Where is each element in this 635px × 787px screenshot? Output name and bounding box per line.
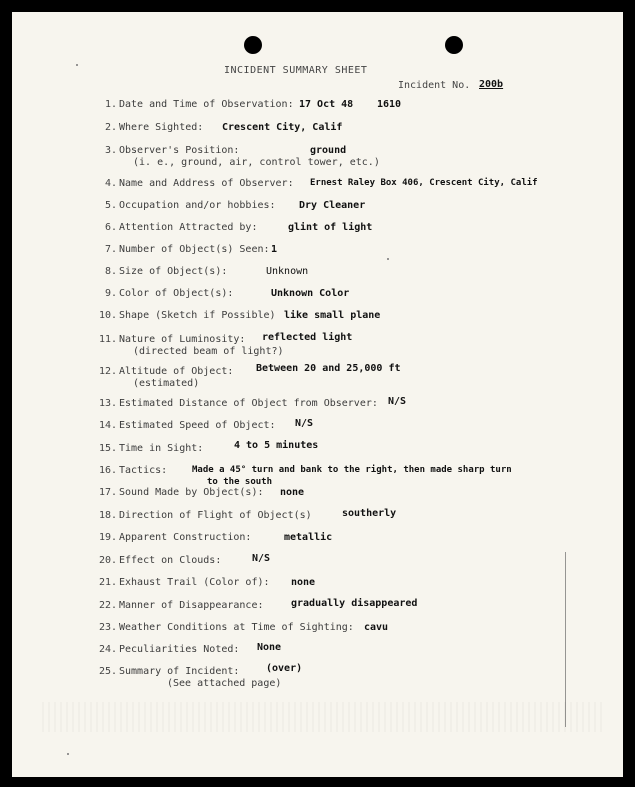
item-number: 18. (98, 510, 117, 521)
item-label: Sound Made by Object(s): (119, 487, 264, 498)
item-answer: gradually disappeared (291, 598, 418, 609)
item-number: 11. (98, 334, 117, 345)
document-page (12, 12, 623, 777)
incident-number-label: Incident No. (398, 80, 471, 91)
item-answer: reflected light (262, 332, 353, 343)
item-number: 6. (104, 222, 117, 233)
item-answer: N/S (388, 396, 407, 407)
item-number: 14. (98, 420, 117, 431)
punch-hole (244, 36, 262, 54)
item-label: Observer's Position: (119, 145, 240, 156)
item-label: Estimated Speed of Object: (119, 420, 276, 431)
item-label: Date and Time of Observation: (119, 99, 294, 110)
item-answer-line2: to the south (207, 477, 273, 487)
item-answer: metallic (284, 532, 333, 543)
item-answer: 4 to 5 minutes (234, 440, 319, 451)
item-answer: Unknown Color (271, 288, 350, 299)
item-number: 13. (98, 398, 117, 409)
item-number: 9. (104, 288, 117, 299)
item-answer: N/S (252, 553, 271, 564)
item-number: 12. (98, 366, 117, 377)
item-answer: Crescent City, Calif (222, 122, 343, 133)
item-label: Estimated Distance of Object from Observer: (119, 398, 378, 409)
item-number: 4. (104, 178, 117, 189)
item-answer: southerly (342, 508, 397, 519)
document-title: INCIDENT SUMMARY SHEET (224, 65, 368, 76)
item-number: 5. (104, 200, 117, 211)
item-number: 17. (98, 487, 117, 498)
item-answer: (over) (266, 663, 303, 674)
item-label: Summary of Incident: (119, 666, 240, 677)
item-number: 24. (98, 644, 117, 655)
item-number: 10. (98, 310, 117, 321)
item-number: 16. (98, 465, 117, 476)
item-number: 23. (98, 622, 117, 633)
item-label: Attention Attracted by: (119, 222, 258, 233)
item-sublabel: (i. e., ground, air, control tower, etc.) (133, 157, 380, 168)
item-label: Shape (Sketch if Possible) (119, 310, 276, 321)
item-answer: 1 (271, 244, 278, 255)
item-label: Where Sighted: (119, 122, 204, 133)
speck (76, 64, 78, 66)
item-label: Direction of Flight of Object(s) (119, 510, 312, 521)
punch-hole (445, 36, 463, 54)
item-label: Weather Conditions at Time of Sighting: (119, 622, 354, 633)
item-label: Peculiarities Noted: (119, 644, 240, 655)
item-number: 22. (98, 600, 117, 611)
item-answer: 17 Oct 48 (299, 99, 354, 110)
speck (67, 753, 69, 755)
item-label: Size of Object(s): (119, 266, 228, 277)
item-answer: Made a 45° turn and bank to the right, then made sharp turn (192, 465, 512, 475)
paper-smudge (42, 702, 602, 732)
item-answer: Ernest Raley Box 406, Crescent City, Calif (310, 178, 538, 188)
item-label: Nature of Luminosity: (119, 334, 246, 345)
item-label: Occupation and/or hobbies: (119, 200, 276, 211)
item-number: 15. (98, 443, 117, 454)
item-number: 1. (104, 99, 117, 110)
item-label: Effect on Clouds: (119, 555, 222, 566)
item-number: 21. (98, 577, 117, 588)
item-answer: ground (310, 145, 347, 156)
item-label: Exhaust Trail (Color of): (119, 577, 270, 588)
item-sublabel: (See attached page) (167, 678, 282, 689)
item-number: 3. (104, 145, 117, 156)
item-number: 7. (104, 244, 117, 255)
item-label: Apparent Construction: (119, 532, 252, 543)
margin-line (565, 552, 566, 727)
item-answer: None (257, 642, 282, 653)
speck (387, 258, 389, 260)
item-answer: none (280, 487, 305, 498)
item-answer: Between 20 and 25,000 ft (256, 363, 401, 374)
item-answer: glint of light (288, 222, 373, 233)
item-answer: like small plane (284, 310, 381, 321)
item-number: 19. (98, 532, 117, 543)
item-number: 2. (104, 122, 117, 133)
item-number: 25. (98, 666, 117, 677)
item-number: 8. (104, 266, 117, 277)
item-label: Manner of Disappearance: (119, 600, 264, 611)
item-label: Name and Address of Observer: (119, 178, 294, 189)
item-label: Altitude of Object: (119, 366, 234, 377)
item-label: Time in Sight: (119, 443, 204, 454)
item-sublabel: (estimated) (133, 378, 200, 389)
item-label: Tactics: (119, 465, 168, 476)
item-answer-time: 1610 (377, 99, 402, 110)
item-answer: cavu (364, 622, 389, 633)
item-answer: Unknown (266, 266, 309, 277)
item-sublabel: (directed beam of light?) (133, 346, 284, 357)
item-label: Color of Object(s): (119, 288, 234, 299)
item-answer: N/S (295, 418, 314, 429)
item-label: Number of Object(s) Seen: (119, 244, 270, 255)
item-answer: Dry Cleaner (299, 200, 366, 211)
item-number: 20. (98, 555, 117, 566)
item-answer: none (291, 577, 316, 588)
incident-number-value: 200b (479, 79, 504, 90)
